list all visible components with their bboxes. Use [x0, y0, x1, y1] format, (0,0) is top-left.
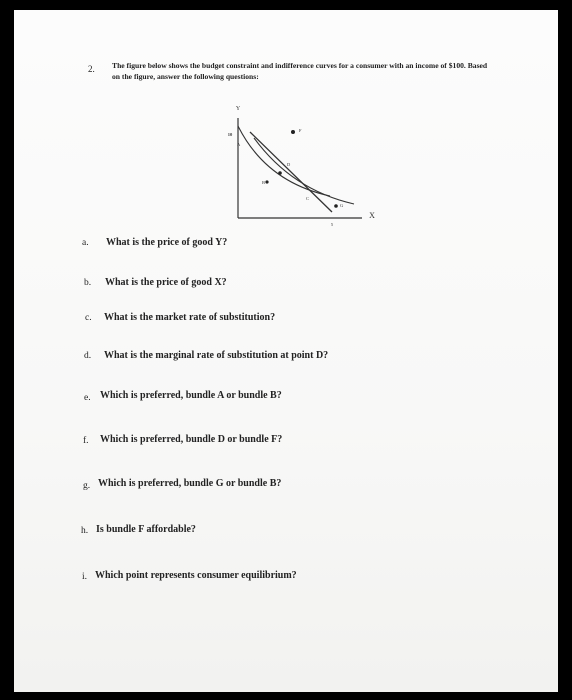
budget-indifference-figure	[220, 100, 380, 230]
subquestion-b-letter: b.	[84, 278, 92, 288]
x-axis-label: X	[369, 211, 375, 220]
point-g-label: G	[340, 203, 344, 208]
subquestion-a-text: What is the price of good Y?	[106, 237, 228, 248]
point-d-label: D	[287, 162, 291, 167]
point-a-label: A	[237, 142, 241, 147]
question-number: 2.	[88, 64, 95, 74]
y-axis-label: Y	[235, 106, 241, 112]
subquestion-d-text: What is the marginal rate of substitution at point D?	[104, 350, 329, 361]
subquestion-h-letter: h.	[81, 526, 89, 536]
point-c-label: C	[306, 196, 310, 201]
subquestion-d-letter: d.	[84, 351, 92, 361]
subquestion-b-text: What is the price of good X?	[105, 277, 227, 288]
point-f	[291, 130, 295, 134]
subquestion-i-letter: i.	[82, 572, 88, 582]
subquestion-f-letter: f.	[83, 436, 89, 446]
y-intercept-label: 10	[227, 132, 233, 137]
budget-line	[250, 132, 332, 212]
subquestion-f-text: Which is preferred, bundle D or bundle F?	[100, 434, 283, 445]
indifference-curve-2	[254, 138, 354, 204]
x-intercept-label: 5	[330, 222, 334, 227]
subquestion-h-text: Is bundle F affordable?	[96, 524, 196, 535]
question-intro: The figure below shows the budget constraint and indifference curves for a consumer with an income of $100. Based on the figure, answer the following questions:	[112, 61, 488, 81]
indifference-curve-1	[238, 126, 330, 196]
subquestion-c-letter: c.	[85, 313, 92, 323]
subquestion-e-letter: e.	[84, 393, 91, 403]
subquestion-g-text: Which is preferred, bundle G or bundle B?	[98, 478, 282, 489]
point-f-label: F	[299, 128, 302, 133]
subquestion-i-text: Which point represents consumer equilibrium?	[95, 570, 297, 581]
point-b	[265, 180, 268, 183]
subquestion-g-letter: g.	[83, 481, 91, 491]
point-g	[334, 204, 338, 208]
subquestion-c-text: What is the market rate of substitution?	[104, 312, 276, 323]
subquestion-e-text: Which is preferred, bundle A or bundle B?	[100, 390, 282, 401]
subquestion-a-letter: a.	[82, 238, 89, 248]
point-b-label: B	[262, 180, 266, 185]
point-d	[278, 171, 282, 175]
